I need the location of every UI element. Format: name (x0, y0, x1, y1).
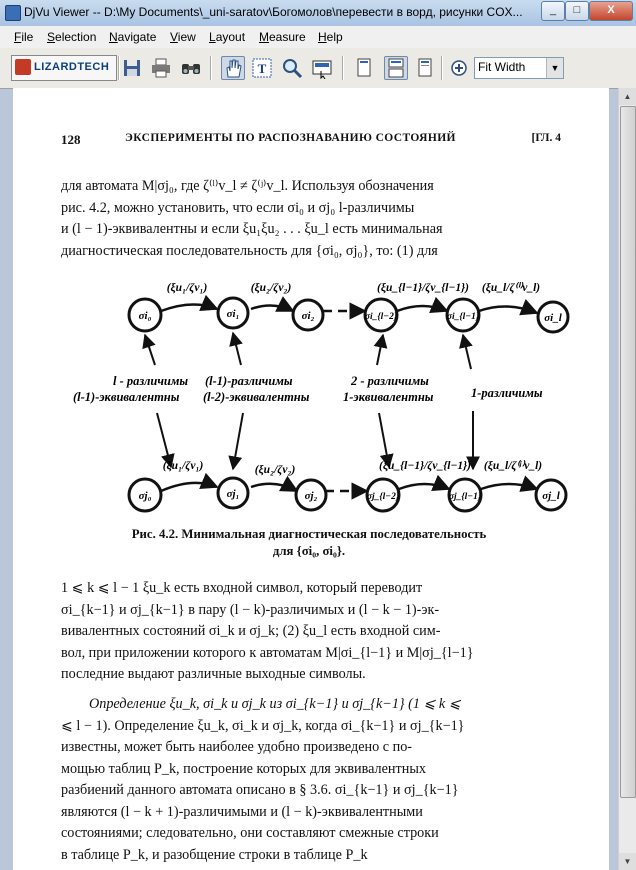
edge-label: (ξu_{l−1}/ζv_{l−1}) (377, 282, 469, 294)
lizardtech-logo[interactable] (11, 55, 117, 81)
menu-help[interactable]: Help (318, 30, 343, 44)
label-l-2-equivalent: (l-2)-эквивалентны (203, 390, 310, 404)
text-line: для автомата M|σj₀, где ζ⁽ˡ⁾v_l ≠ ζ⁽ʲ⁾v_l. Используя обозначения (61, 178, 434, 194)
scroll-down-arrow[interactable]: ▼ (619, 853, 636, 870)
label-1-equivalent: 1-эквивалентны (343, 390, 434, 404)
facing-page-icon[interactable] (414, 57, 436, 79)
vertical-scrollbar[interactable] (618, 88, 636, 870)
state-label: σi_l (544, 312, 562, 324)
label-l-distinguishable: l - различимы (113, 374, 189, 388)
svg-text:T: T (257, 61, 267, 76)
text-line: вол, при приложении которого к автоматам M|σi_{l−1} и M|σj_{l−1} (61, 644, 474, 661)
text-line: 1 ⩽ k ⩽ l − 1 ξu_k есть входной символ, который переводит (61, 580, 423, 596)
edge-label: (ξu_l/ζ⁽ⁱ⁾v_l) (481, 282, 541, 294)
text-line: диагностическая последовательность для {σi₀, σj₀}, то: (1) для (61, 242, 438, 259)
edge-label: (ξu₂/ζv₂) (254, 464, 296, 476)
menu-navigate[interactable]: Navigate (109, 30, 157, 44)
logo-text: LIZARDTECH (34, 61, 110, 73)
close-button[interactable]: X (589, 1, 633, 21)
caption-line: для {σi₀, σi₀}. (272, 544, 346, 558)
minimize-button[interactable]: _ (541, 1, 565, 21)
menu-file[interactable]: File (14, 30, 34, 44)
state-label: σi_{l−1} (446, 312, 480, 322)
caption-line: Рис. 4.2. Минимальная диагностическая последовательность (131, 527, 487, 541)
label-l-1-equivalent: (l-1)-эквивалентны (73, 390, 180, 404)
edge-bottom-4 (481, 484, 537, 489)
print-icon[interactable] (150, 57, 172, 79)
menu-layout[interactable]: Layout (209, 30, 246, 44)
paragraph-1 (61, 176, 557, 262)
text-line: разбиений данного автомата описано в § 3.6. σi_{k−1} и σj_{k−1} (61, 782, 459, 798)
menu-view[interactable]: View (170, 30, 196, 44)
text-line: являются (l − k + 1)-различимыми и (l − k)-эквивалентными (61, 803, 423, 820)
scroll-thumb[interactable] (620, 106, 636, 798)
edge-label: (ξu₂/ζv₂) (250, 282, 292, 294)
text-line: σi_{k−1} и σj_{k−1} в пару (l − k)-различимых и (l − k − 1)-эк- (61, 601, 440, 618)
single-page-icon[interactable] (353, 57, 375, 79)
zoom-icon[interactable] (281, 57, 303, 79)
text-line: состояниями; следовательно, они составляют смежные строки (61, 825, 439, 841)
menu-selection[interactable]: Selection (47, 30, 97, 44)
maximize-button[interactable]: □ (565, 1, 589, 21)
text-line: вивалентных состояний σi_k и σj_k; (2) ξu_l есть входной сим- (61, 623, 441, 639)
text-select-icon[interactable] (251, 57, 273, 79)
edge-bottom-1 (161, 483, 217, 491)
chevron-down-icon[interactable]: ▼ (546, 58, 563, 78)
title-bar (0, 0, 636, 27)
running-title: ЭКСПЕРИМЕНТЫ ПО РАСПОЗНАВАНИЮ СОСТОЯНИЙ (125, 132, 456, 144)
menu-bar (0, 26, 636, 49)
lizard-logo-mark (15, 59, 31, 75)
text-line: в таблице P_k, и разобщение строки в таблице P_k (61, 846, 368, 863)
edge-label: (ξu₁/ζv₁) (166, 282, 208, 294)
edge-label: (ξu₁/ζv₁) (162, 460, 204, 472)
window-title: DjVu Viewer -- D:\My Documents\_uni-saratov\Богомолов\перевести в ворд, рисунки COX... (24, 5, 523, 19)
save-icon[interactable] (121, 57, 143, 79)
state-label: σi_{l−2} (364, 312, 398, 322)
zoom-value: Fit Width (478, 60, 526, 74)
text-line: мощью таблиц P_k, построение которых для эквивалентных (61, 760, 426, 777)
edge-top-2 (251, 305, 293, 311)
chapter-ref: [ГЛ. 4 (531, 132, 561, 144)
edge-top-4 (479, 306, 537, 313)
paragraph-2 (61, 578, 557, 686)
state-label: σj_{l−1} (448, 492, 482, 502)
text-line: и (l − 1)-эквивалентны и если ξu₁ξu₂ . . . ξu_l есть минимальная (61, 221, 443, 237)
djvu-app-icon (5, 5, 21, 21)
find-icon[interactable] (180, 57, 202, 79)
zoom-select[interactable] (474, 57, 564, 79)
state-label: σj₀ (138, 490, 152, 502)
edge-bottom-3 (399, 484, 449, 489)
state-label: σj_{l−2} (366, 492, 400, 502)
region-capture-icon[interactable] (311, 57, 333, 79)
scroll-up-arrow[interactable]: ▲ (619, 88, 636, 105)
figure-caption (61, 526, 557, 560)
edge-top-1 (161, 304, 217, 311)
state-label: σj₁ (226, 488, 240, 500)
text-line: последние выдают различные выходные символы. (61, 666, 366, 682)
state-label: σi₁ (226, 308, 240, 320)
edge-label: (ξu_{l−1}/ζv_{l−1}) (379, 460, 471, 472)
edge-bottom-2 (251, 484, 297, 491)
edge-label: (ξu_l/ζ⁽ʲ⁾v_l) (483, 460, 543, 472)
page-number: 128 (61, 132, 81, 147)
state-label: σi₀ (138, 310, 152, 322)
edge-top-3 (397, 306, 447, 311)
continuous-page-icon[interactable] (384, 56, 408, 80)
document-page[interactable] (13, 88, 609, 870)
figure-4-2-diagram (53, 273, 573, 533)
state-label: σj_l (542, 490, 560, 502)
running-head (61, 132, 561, 150)
paragraph-3 (61, 694, 557, 866)
label-2-distinguishable: 2 - различимы (351, 374, 429, 388)
state-label: σj₂ (304, 490, 318, 502)
hand-icon[interactable] (221, 56, 245, 80)
zoom-in-icon[interactable] (448, 57, 470, 79)
top-states (129, 298, 568, 332)
state-label: σi₂ (301, 310, 315, 322)
label-l-1-distinguishable: (l-1)-различимы (205, 374, 293, 388)
text-line: Определение ξu_k, σi_k и σj_k из σi_{k−1} и σj_{k−1} (1 ⩽ k ⩽ (89, 696, 461, 712)
text-line: ⩽ l − 1). Определение ξu_k, σi_k и σj_k, когда σi_{k−1} и σj_{k−1} (61, 717, 465, 734)
label-1-distinguishable: 1-различимы (471, 386, 543, 400)
text-line: рис. 4.2, можно установить, что если σi₀ и σj₀ l-различимы (61, 199, 415, 216)
menu-measure[interactable]: Measure (259, 30, 306, 44)
text-line: известны, может быть наиболее удобно произведено с по- (61, 739, 413, 755)
